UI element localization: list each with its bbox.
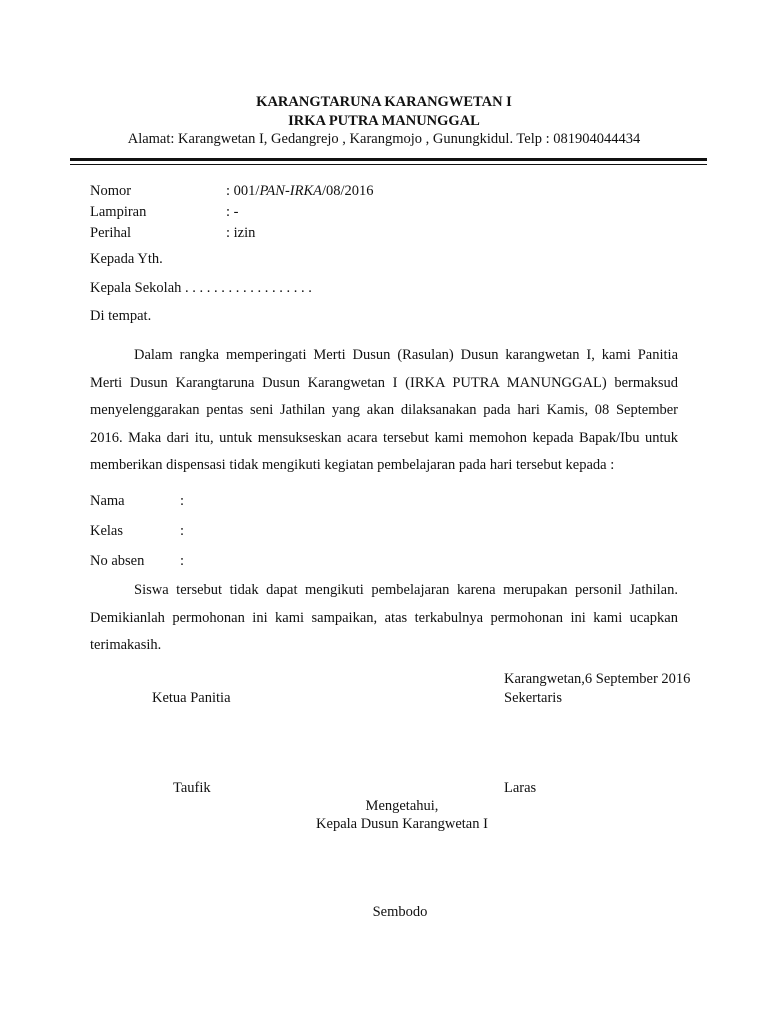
p2-line: terimakasih. — [90, 637, 162, 653]
group-name: IRKA PUTRA MANUNGGAL — [288, 113, 480, 129]
place-date: Karangwetan,6 September 2016 — [504, 671, 691, 687]
field-kelas-label: Kelas — [90, 523, 124, 539]
field-kelas-sep: : — [180, 523, 185, 539]
nomor-italic: PAN-IRKA — [259, 183, 322, 199]
nomor-label: Nomor — [90, 183, 132, 199]
nomor-prefix: : 001/ — [226, 183, 260, 199]
perihal-value: : izin — [226, 225, 256, 241]
p1-line: memberikan dispensasi tidak mengikuti kegiatan pembelajaran pada hari tersebut kepada : — [90, 457, 615, 473]
lampiran-label: Lampiran — [90, 204, 147, 220]
header-rule-thick — [70, 158, 707, 161]
p2-line: Demikianlah permohonan ini kami sampaikan, atas terkabulnya permohonan ini kami ucapkan — [90, 609, 678, 626]
left-signer-title: Ketua Panitia — [152, 690, 231, 706]
p2-line: Siswa tersebut tidak dapat mengikuti pembelajaran karena merupakan personil Jathilan. — [134, 582, 678, 598]
acknowledge-label: Mengetahui, — [365, 798, 439, 814]
field-nama-sep: : — [180, 493, 185, 509]
head-signer-name: Sembodo — [372, 904, 428, 920]
head-signer-title: Kepala Dusun Karangwetan I — [316, 816, 488, 832]
p1-line: menyelenggarakan pentas seni Jathilan yang akan dilaksanakan pada hari Kamis, 08 September — [90, 402, 678, 418]
p1-line: 2016. Maka dari itu, untuk mensukseskan acara tersebut kami memohon kepada Bapak/Ibu untuk — [90, 429, 678, 446]
field-noabsen-sep: : — [180, 553, 185, 569]
perihal-label: Perihal — [90, 225, 132, 241]
recipient-place: Di tempat. — [90, 308, 152, 324]
paragraph-2 — [90, 577, 678, 660]
greeting: Kepada Yth. — [90, 251, 163, 267]
address-line: Alamat: Karangwetan I, Gedangrejo , Karangmojo , Gunungkidul. Telp : 081904044434 — [127, 131, 641, 147]
nomor-suffix: /08/2016 — [322, 183, 374, 199]
field-noabsen-label: No absen — [90, 553, 145, 569]
lampiran-value: : - — [226, 204, 239, 220]
header-rule-thin — [70, 164, 707, 165]
recipient-to: Kepala Sekolah . . . . . . . . . . . . . . . . . . — [90, 280, 312, 296]
nomor-value — [226, 183, 374, 200]
p1-line: Merti Dusun Karangtaruna Dusun Karangwetan I (IRKA PUTRA MANUNGGAL) bermaksud — [90, 374, 678, 391]
left-signer-name: Taufik — [173, 780, 211, 796]
field-nama-label: Nama — [90, 493, 125, 509]
right-signer-name: Laras — [504, 780, 537, 796]
paragraph-1 — [90, 342, 678, 480]
p1-line: Dalam rangka memperingati Merti Dusun (Rasulan) Dusun karangwetan I, kami Panitia — [134, 347, 678, 363]
right-signer-title: Sekertaris — [504, 690, 562, 706]
org-name: KARANGTARUNA KARANGWETAN I — [256, 94, 512, 110]
